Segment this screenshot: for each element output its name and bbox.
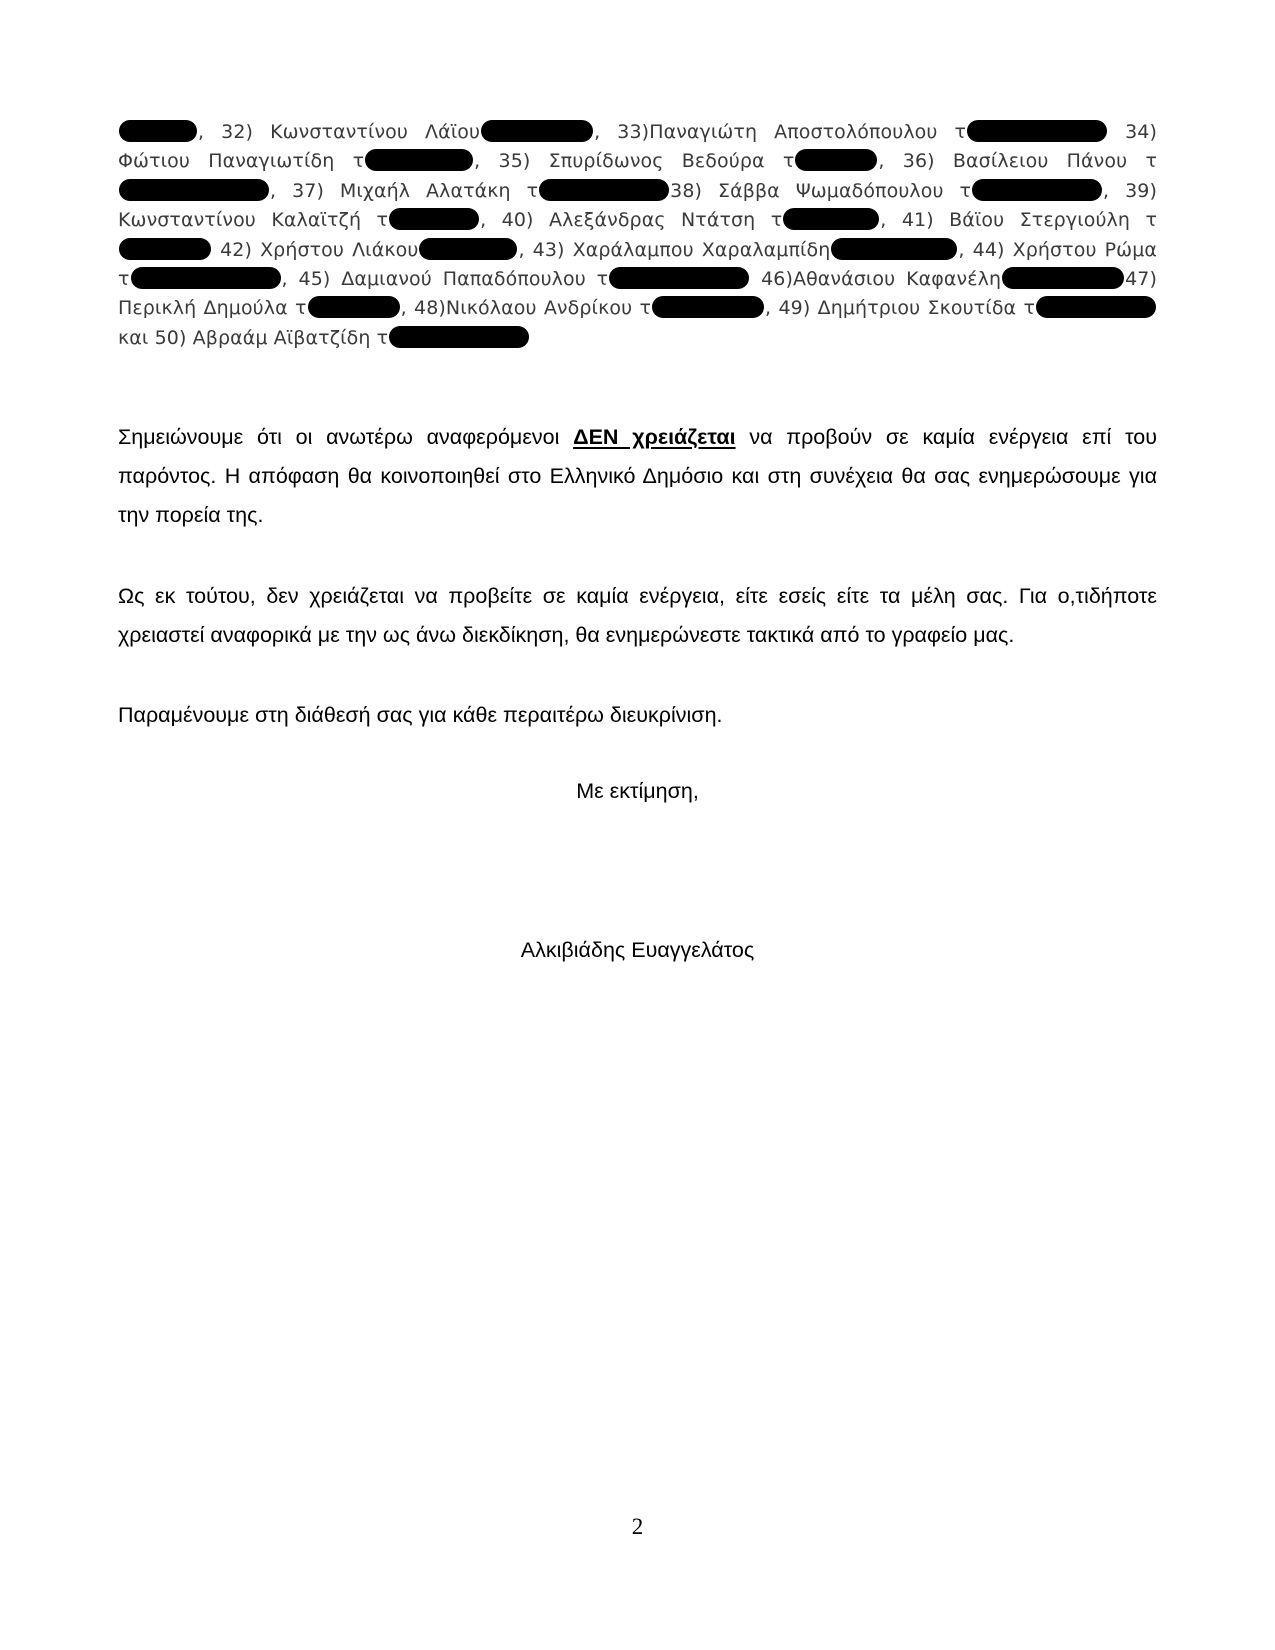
- page-number: 2: [631, 1514, 644, 1539]
- notice-paragraph: [118, 418, 1157, 535]
- names-segment: , 37) Μιχαήλ Αλατάκη τ: [270, 179, 539, 202]
- names-segment: , 45) Δαμιανού Παπαδόπουλου τ: [281, 268, 609, 291]
- redaction-mark: [831, 238, 957, 260]
- names-segment: 38) Σάββα Ψωμαδόπουλου τ: [670, 179, 972, 202]
- names-segment: , 43) Χαράλαμπου Χαραλαμπίδη: [518, 238, 831, 261]
- redaction-mark: [972, 179, 1102, 201]
- names-segment: , 44) Χρήστου Ρώμα τ: [118, 238, 1158, 291]
- names-segment: , 49) Δημήτριου Σκουτίδα τ: [765, 297, 1036, 320]
- redaction-mark: [365, 149, 473, 171]
- availability-paragraph: Παραμένουμε στη διάθεσή σας για κάθε περαιτέρω διευκρίνιση.: [118, 703, 723, 727]
- redaction-mark: [119, 238, 211, 260]
- no-action-paragraph: Ως εκ τούτου, δεν χρειάζεται να προβείτε σε καμία ενέργεια, είτε εσείς είτε τα μέλη σας. Για ο,τιδήποτε χρειαστεί αναφορικά με την ως άνω διεκδίκηση, θα ενημερώνεστε τακτικά από το γραφείο μας.: [118, 584, 1157, 647]
- names-segment: , 35) Σπυρίδωνος Βεδούρα τ: [474, 150, 795, 173]
- names-segment: , 33)Παναγιώτη Αποστολόπουλου τ: [594, 121, 967, 143]
- emphasis-text: ΔΕΝ χρειάζεται: [573, 425, 736, 449]
- names-segment: , 40) Αλεξάνδρας Ντάτση τ: [480, 209, 783, 232]
- names-segment: 46)Αθανάσιου Καφανέλη: [750, 268, 1002, 291]
- redaction-mark: [652, 296, 764, 318]
- notice-text-end: να προβούν σε καμία ενέργεια επί του παρόντος. Η απόφαση θα κοινοποιηθεί στο Ελληνικό Δημόσιο και στη συνέχεια θα σας ενημερώσουμε για την πορεία της.: [118, 425, 1157, 527]
- names-segment: , 48)Νικόλαου Ανδρίκου τ: [400, 297, 652, 320]
- names-segment: και 50) Αβραάμ Αϊβατζίδη τ: [118, 326, 389, 349]
- redaction-mark: [481, 120, 593, 142]
- redaction-mark: [539, 179, 669, 201]
- names-list: [118, 118, 1157, 353]
- redaction-mark: [609, 267, 749, 289]
- redaction-mark: [967, 120, 1107, 142]
- redaction-mark: [119, 120, 197, 142]
- redaction-mark: [1002, 267, 1124, 289]
- names-segment: , 41) Βάϊου Στεργιούλη τ: [880, 209, 1157, 232]
- names-segment: , 36) Βασίλειου Πάνου τ: [878, 150, 1157, 173]
- redaction-mark: [389, 326, 529, 348]
- names-segment: 42) Χρήστου Λιάκου: [212, 238, 419, 261]
- redaction-mark: [119, 179, 269, 201]
- signature-name: Αλκιβιάδης Ευαγγελάτος: [520, 938, 755, 962]
- names-segment: , 39) Κωνσταντίνου Καλαϊτζή τ: [118, 179, 1158, 232]
- names-segment: , 32) Κωνσταντίνου Λάϊου: [198, 121, 481, 143]
- closing-salutation: Με εκτίμηση,: [576, 779, 699, 803]
- names-segment: 47) Περικλή Δημούλα τ: [118, 268, 1157, 320]
- redaction-mark: [131, 267, 281, 289]
- redaction-mark: [783, 208, 879, 230]
- redaction-mark: [1036, 296, 1156, 318]
- redaction-mark: [389, 208, 479, 230]
- redaction-mark: [419, 238, 517, 260]
- names-segment: 34) Φώτιου Παναγιωτίδη τ: [118, 121, 1158, 173]
- redaction-mark: [795, 149, 877, 171]
- redaction-mark: [308, 296, 400, 318]
- notice-text-start: Σημειώνουμε ότι οι ανωτέρω αναφερόμενοι: [118, 425, 574, 449]
